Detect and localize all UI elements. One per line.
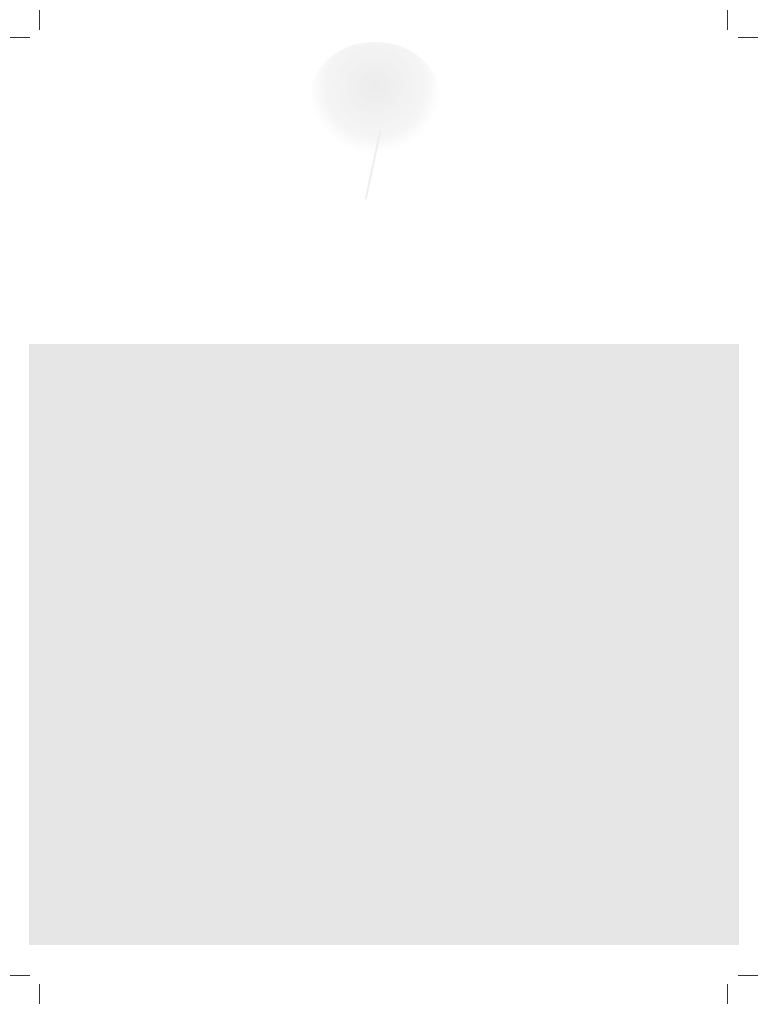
crop-mark-bottom-right-h <box>738 975 758 976</box>
crop-mark-bottom-left-v <box>39 984 40 1004</box>
crop-mark-top-right-v <box>727 10 728 30</box>
crop-mark-top-left-h <box>10 37 30 38</box>
crop-mark-top-right-h <box>738 37 758 38</box>
crop-mark-top-left-v <box>39 10 40 30</box>
pull-quote <box>262 474 510 744</box>
crop-mark-bottom-left-h <box>10 975 30 976</box>
crop-mark-bottom-right-v <box>727 984 728 1004</box>
intro-text <box>166 196 606 203</box>
leaf-watermark <box>310 42 440 152</box>
